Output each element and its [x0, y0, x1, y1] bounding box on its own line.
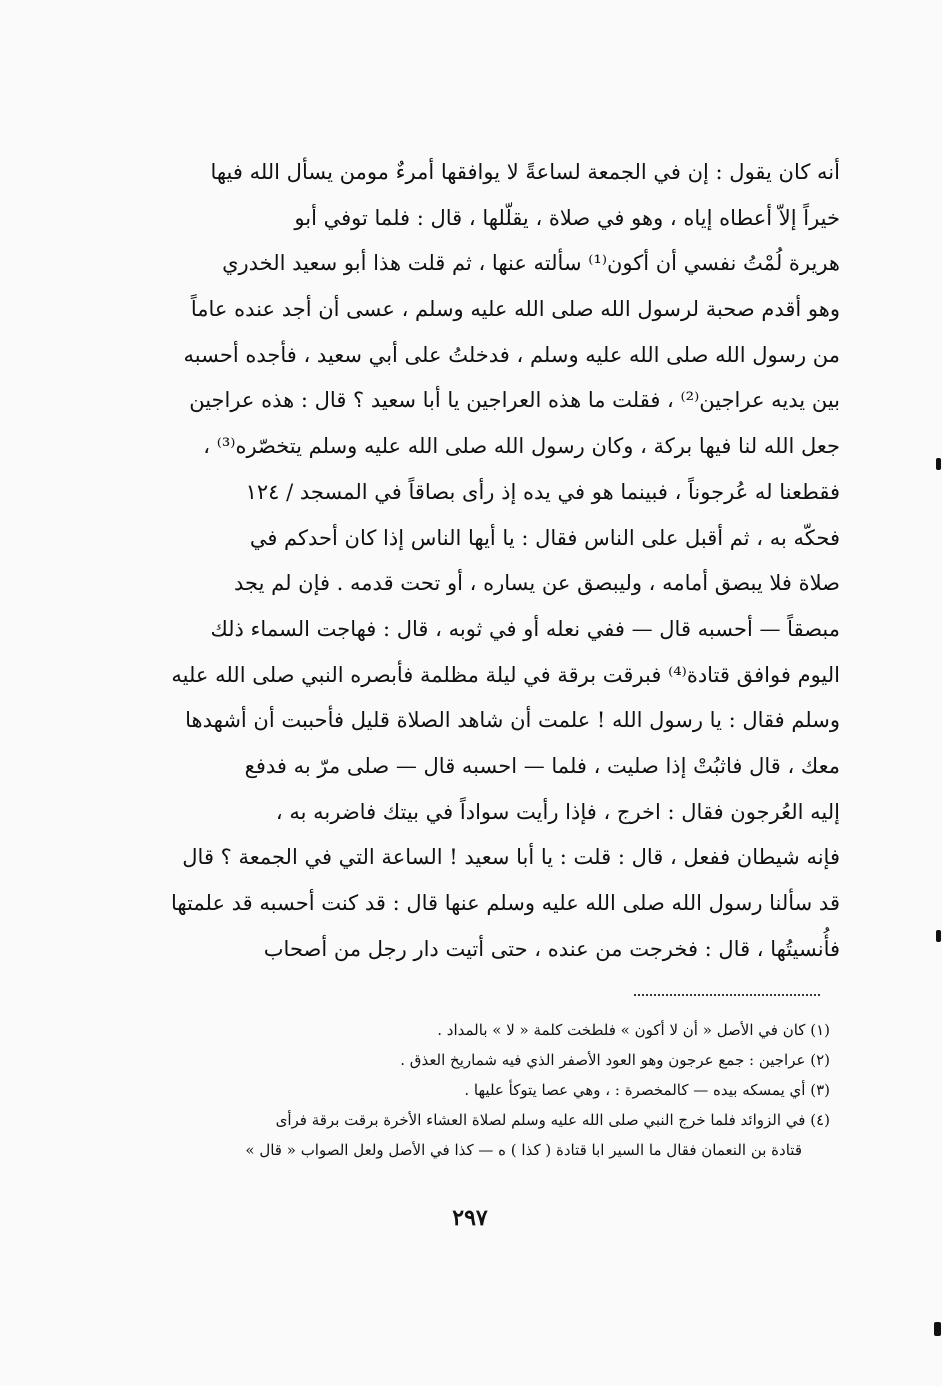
footnote-3: (٣) أي يمسكه بيده — كالمخصرة : ، وهي عصا يتوكأ عليها .: [464, 1081, 830, 1099]
footnotes: [150, 1015, 830, 1165]
text-line: فأُنسيتُها ، قال : فخرجت من عنده ، حتى أتيت دار رجل من أصحاب: [263, 936, 840, 961]
scan-edge-mark: [934, 1322, 941, 1336]
scan-edge-mark: [936, 458, 941, 470]
text-line: مبصقاً — أحسبه قال — ففي نعله أو في ثوبه ، قال : فهاجت السماء ذلك: [210, 616, 840, 641]
text-line: أنه كان يقول : إن في الجمعة لساعةً لا يوافقها أمرءٌ مومن يسأل الله فيها: [210, 160, 840, 184]
text-line: فحكّه به ، ثم أقبل على الناس فقال : يا أيها الناس إذا كان أحدكم في: [249, 525, 840, 550]
text-line: معك ، قال فاثبُتْ إذا صليت ، فلما — احسبه قال — صلى مرّ به فدفع: [244, 753, 840, 778]
text-line: قد سألنا رسول الله صلى الله عليه وسلم عنها قال : قد كنت أحسبه قد علمتها: [170, 891, 840, 915]
page-number: ٢٩٧: [452, 1205, 488, 1231]
text-line: وسلم فقال : يا رسول الله ! علمت أن شاهد الصلاة قليل فأحببت أن أشهدها: [185, 708, 840, 733]
footnote-1: (١) كان في الأصل « أن لا أكون » فلطخت كلمة « لا » بالمداد .: [437, 1021, 830, 1039]
text-line: إليه العُرجون فقال : اخرج ، فإذا رأيت سواداً في بيتك فاضربه به ،: [275, 799, 840, 824]
scan-edge-mark: [936, 930, 941, 942]
text-line: فقطعنا له عُرجوناً ، فبينما هو في يده إذ رأى بصاقاً في المسجد / ١٢٤: [245, 479, 840, 504]
text-line: جعل الله لنا فيها بركة ، وكان رسول الله صلى الله عليه وسلم يتخصّره⁽³⁾ ،: [203, 434, 840, 459]
text-line: بين يديه عراجين⁽²⁾ ، فقلت ما هذه العراجين يا أبا سعيد ؟ قال : هذه عراجين: [189, 388, 840, 413]
footnote-separator: [634, 994, 820, 996]
footnote-2: (٢) عراجين : جمع عرجون وهو العود الأصفر الذي فيه شماريخ العذق .: [400, 1051, 830, 1069]
text-line: وهو أقدم صحبة لرسول الله صلى الله عليه وسلم ، عسى أن أجد عنده عاماً: [190, 297, 840, 322]
footnote-4: (٤) في الزوائد فلما خرج النبي صلى الله عليه وسلم لصلاة العشاء الأخرة برقت برقة فرأى: [275, 1111, 830, 1129]
text-line: اليوم فوافق قتادة⁽⁴⁾ فبرقت برقة في ليلة مظلمة فأبصره النبي صلى الله عليه: [171, 662, 840, 687]
text-line: فإنه شيطان ففعل ، قال : قلت : يا أبا سعيد ! الساعة التي في الجمعة ؟ قال: [182, 845, 840, 870]
footnote-4-continuation: قتادة بن النعمان فقال ما السير ابا قتادة ( كذا ) ه — كذا في الأصل ولعل الصواب « قال »: [245, 1141, 802, 1159]
text-line: هريرة لُمْتُ نفسي أن أكون⁽¹⁾ سألته عنها ، ثم قلت هذا أبو سعيد الخدري: [222, 251, 840, 276]
text-line: صلاة فلا يبصق أمامه ، وليبصق عن يساره ، أو تحت قدمه . فإن لم يجد: [234, 571, 840, 596]
main-text: [160, 150, 840, 972]
text-line: خيراً إلاّ أعطاه إياه ، وهو في صلاة ، يقلّلها ، قال : فلما توفي أبو: [294, 205, 840, 230]
text-line: من رسول الله صلى الله عليه وسلم ، فدخلتُ على أبي سعيد ، فأجده أحسبه: [183, 342, 840, 367]
